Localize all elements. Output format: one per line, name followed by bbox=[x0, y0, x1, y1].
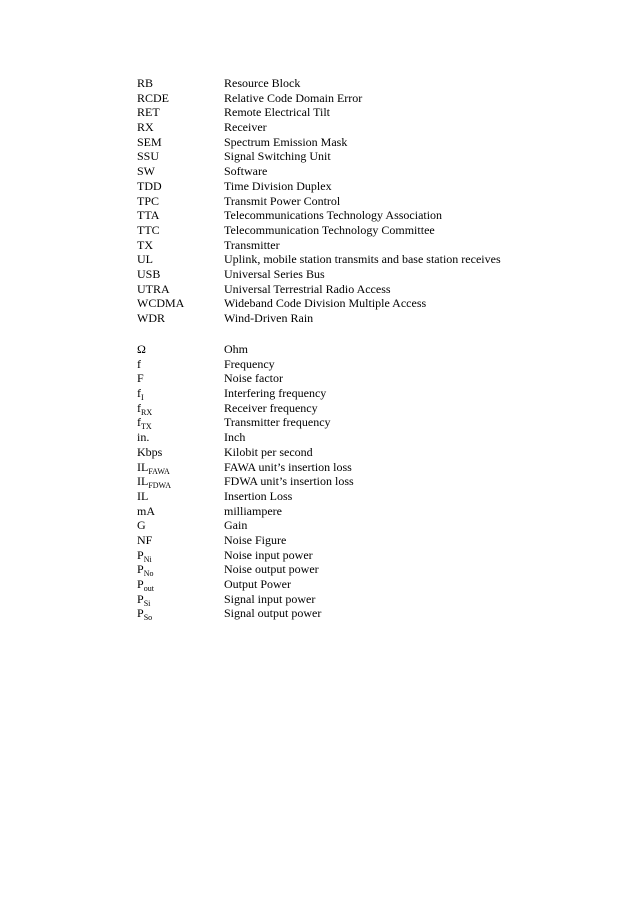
symbol-subscript: No bbox=[143, 569, 154, 579]
abbreviation-description: Wind-Driven Rain bbox=[224, 311, 314, 325]
symbol-term bbox=[137, 518, 224, 533]
symbol-row bbox=[137, 445, 537, 460]
symbol-subscript: FAWA bbox=[148, 466, 170, 476]
abbreviation-term: UTRA bbox=[137, 281, 170, 296]
abbreviation-term: WCDMA bbox=[137, 296, 185, 311]
symbols-list bbox=[137, 342, 537, 621]
symbol-description: Kilobit per second bbox=[224, 444, 313, 459]
symbol-description: Insertion Loss bbox=[224, 488, 293, 503]
abbreviation-description: Telecommunication Technology Committee bbox=[224, 222, 435, 237]
symbol-description: Gain bbox=[224, 518, 248, 533]
symbol-term bbox=[137, 474, 224, 489]
abbreviation-description: Universal Series Bus bbox=[224, 266, 325, 281]
symbol-term bbox=[137, 445, 224, 460]
abbreviation-row bbox=[137, 105, 537, 120]
abbreviations-list bbox=[137, 76, 537, 326]
abbreviation-row bbox=[137, 76, 537, 91]
symbol-description: Signal input power bbox=[224, 591, 316, 606]
abbreviation-description: Wideband Code Division Multiple Access bbox=[224, 296, 427, 311]
symbol-description: FDWA unit’s insertion loss bbox=[224, 474, 354, 489]
abbreviation-row bbox=[137, 238, 537, 253]
abbreviation-row bbox=[137, 120, 537, 135]
abbreviation-row bbox=[137, 91, 537, 106]
abbreviation-description: Remote Electrical Tilt bbox=[224, 105, 330, 120]
abbreviation-term: SSU bbox=[137, 149, 160, 164]
abbreviation-term: SEM bbox=[137, 134, 162, 149]
symbol-base: F bbox=[137, 371, 144, 386]
symbol-term bbox=[137, 606, 224, 621]
abbreviation-term: TTA bbox=[137, 208, 160, 223]
abbreviation-row bbox=[137, 164, 537, 179]
abbreviation-row bbox=[137, 311, 537, 326]
symbol-row bbox=[137, 518, 537, 533]
abbreviation-term: WDR bbox=[137, 311, 165, 325]
symbol-base: IL bbox=[137, 459, 149, 474]
symbol-row bbox=[137, 430, 537, 445]
symbol-row bbox=[137, 592, 537, 607]
abbreviation-row bbox=[137, 282, 537, 297]
symbol-description: Ohm bbox=[224, 342, 248, 356]
symbol-base: f bbox=[137, 356, 141, 371]
abbreviation-term: RCDE bbox=[137, 90, 170, 105]
symbol-base: mA bbox=[137, 503, 155, 518]
symbol-base: in. bbox=[137, 430, 150, 445]
symbol-description: Noise factor bbox=[224, 371, 283, 386]
symbol-term bbox=[137, 504, 224, 519]
symbol-description: Receiver frequency bbox=[224, 400, 318, 415]
symbol-subscript: So bbox=[143, 613, 153, 623]
symbol-base: IL bbox=[137, 488, 149, 503]
symbol-description: Noise Figure bbox=[224, 532, 287, 547]
symbol-base: P bbox=[137, 562, 144, 577]
abbreviation-term: RX bbox=[137, 120, 154, 135]
abbreviation-term: TPC bbox=[137, 193, 160, 208]
symbol-term bbox=[137, 548, 224, 563]
abbreviation-term: RB bbox=[137, 76, 154, 90]
symbol-row bbox=[137, 489, 537, 504]
symbol-term bbox=[137, 430, 224, 445]
abbreviation-description: Relative Code Domain Error bbox=[224, 90, 363, 105]
abbreviation-term: TTC bbox=[137, 222, 160, 237]
symbol-row bbox=[137, 460, 537, 475]
symbol-description: Interfering frequency bbox=[224, 386, 327, 401]
symbol-row bbox=[137, 548, 537, 563]
symbol-term bbox=[137, 401, 224, 416]
symbol-row bbox=[137, 371, 537, 386]
symbol-description: Transmitter frequency bbox=[224, 415, 331, 430]
symbol-base: NF bbox=[137, 532, 153, 547]
symbol-description: Signal output power bbox=[224, 606, 322, 621]
symbol-row bbox=[137, 415, 537, 430]
abbreviation-row bbox=[137, 135, 537, 150]
symbol-description: Output Power bbox=[224, 577, 291, 591]
abbreviation-row bbox=[137, 267, 537, 282]
symbol-description: FAWA unit’s insertion loss bbox=[224, 459, 352, 474]
symbol-term bbox=[137, 562, 224, 577]
symbol-term bbox=[137, 592, 224, 607]
symbol-row bbox=[137, 577, 537, 592]
symbol-base: IL bbox=[137, 474, 149, 489]
symbol-description: milliampere bbox=[224, 503, 282, 518]
symbol-row bbox=[137, 562, 537, 577]
abbreviation-description: Telecommunications Technology Association bbox=[224, 208, 443, 223]
symbol-row bbox=[137, 606, 537, 621]
symbol-subscript: FDWA bbox=[148, 481, 171, 491]
symbol-row bbox=[137, 533, 537, 548]
abbreviation-description: Transmit Power Control bbox=[224, 193, 341, 208]
symbol-term bbox=[137, 386, 224, 401]
symbol-base: f bbox=[137, 386, 141, 401]
abbreviation-row bbox=[137, 149, 537, 164]
abbreviation-description: Time Division Duplex bbox=[224, 178, 332, 193]
symbol-description: Inch bbox=[224, 430, 246, 445]
symbol-row bbox=[137, 357, 537, 372]
symbol-base: P bbox=[137, 577, 144, 591]
symbol-subscript: I bbox=[141, 393, 144, 403]
symbol-base: P bbox=[137, 547, 144, 562]
abbreviation-description: Signal Switching Unit bbox=[224, 149, 331, 164]
abbreviation-description: Uplink, mobile station transmits and base station receives bbox=[224, 252, 501, 267]
symbol-row bbox=[137, 386, 537, 401]
abbreviation-description: Software bbox=[224, 164, 268, 179]
symbol-subscript: Ni bbox=[143, 554, 152, 564]
symbol-base: G bbox=[137, 518, 146, 533]
symbol-term bbox=[137, 533, 224, 548]
symbol-term bbox=[137, 415, 224, 430]
abbreviation-term: SW bbox=[137, 164, 155, 179]
abbreviation-term: TX bbox=[137, 237, 153, 252]
abbreviation-description: Receiver bbox=[224, 120, 267, 135]
symbol-subscript: RX bbox=[141, 407, 153, 417]
symbol-subscript: out bbox=[143, 584, 154, 593]
symbol-base: Ω bbox=[137, 342, 146, 356]
symbol-description: Noise output power bbox=[224, 562, 319, 577]
abbreviation-description: Universal Terrestrial Radio Access bbox=[224, 281, 391, 296]
symbol-base: f bbox=[137, 415, 141, 430]
symbol-base: P bbox=[137, 591, 144, 606]
abbreviation-description: Transmitter bbox=[224, 237, 280, 252]
symbol-base: P bbox=[137, 606, 144, 621]
symbol-term bbox=[137, 460, 224, 475]
abbreviation-row bbox=[137, 179, 537, 194]
abbreviation-term: UL bbox=[137, 252, 153, 267]
symbol-description: Noise input power bbox=[224, 547, 313, 562]
abbreviation-row bbox=[137, 252, 537, 267]
abbreviation-term: TDD bbox=[137, 178, 162, 193]
symbol-subscript: Si bbox=[143, 598, 151, 608]
symbol-term bbox=[137, 371, 224, 386]
symbol-row bbox=[137, 401, 537, 416]
abbreviation-term: RET bbox=[137, 105, 160, 120]
symbol-subscript: TX bbox=[141, 422, 152, 432]
abbreviation-description: Spectrum Emission Mask bbox=[224, 134, 348, 149]
symbol-term bbox=[137, 342, 224, 357]
abbreviation-row bbox=[137, 296, 537, 311]
abbreviation-description: Resource Block bbox=[224, 76, 301, 90]
symbol-row bbox=[137, 474, 537, 489]
symbol-term bbox=[137, 489, 224, 504]
symbol-base: f bbox=[137, 400, 141, 415]
symbol-row bbox=[137, 504, 537, 519]
symbol-term bbox=[137, 577, 224, 592]
symbol-base: Kbps bbox=[137, 444, 163, 459]
symbol-description: Frequency bbox=[224, 356, 275, 371]
abbreviation-row bbox=[137, 208, 537, 223]
symbol-row bbox=[137, 342, 537, 357]
abbreviation-row bbox=[137, 194, 537, 209]
abbreviation-row bbox=[137, 223, 537, 238]
abbreviation-term: USB bbox=[137, 266, 161, 281]
symbol-term bbox=[137, 357, 224, 372]
